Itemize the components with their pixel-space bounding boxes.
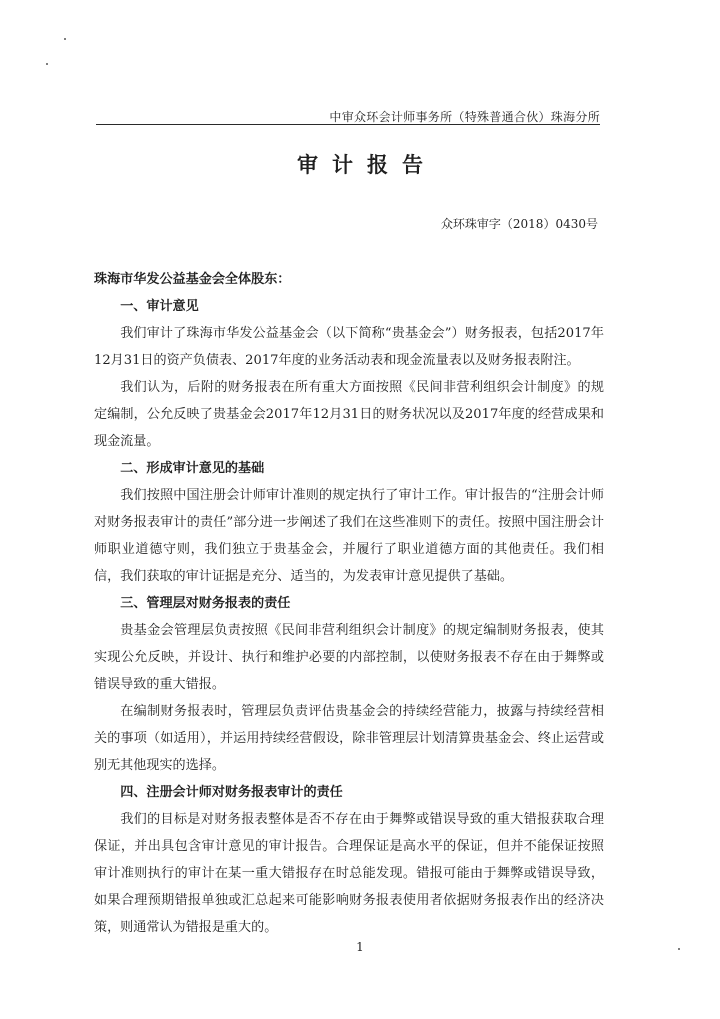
firm-header: 中审众环会计师事务所（特殊普通合伙）珠海分所 [329, 110, 600, 124]
paragraph: 贵基金会管理层负责按照《民间非营利组织会计制度》的规定编制财务报表，使其实现公允反映，并设计、执行和维护必要的内部控制，以使财务报表不存在由于舞弊或错误导致的重大错报。 [94, 623, 604, 692]
section-heading-audit-opinion: 一、审计意见 [120, 299, 199, 314]
document-number: 众环珠审字（2018）0430号 [440, 217, 598, 231]
paragraph: 我们认为，后附的财务报表在所有重大方面按照《民间非营利组织会计制度》的规定编制，公允反映了贵基金会2017年12月31日的财务状况以及2017年度的经营成果和现金流量。 [94, 380, 604, 449]
paragraph: 我们的目标是对财务报表整体是否不存在由于舞弊或错误导致的重大错报获取合理保证，并出具包含审计意见的审计报告。合理保证是高水平的保证，但并不能保证按照审计准则执行的审计在某一重大错报存在时总能发现。错报可能由于舞弊或错误导致，如果合理预期错报单独或汇总起来可能影响财务报表使用者依据财务报表作出的经济决策，则通常认为错报是重大的。 [94, 812, 604, 935]
section-heading-basis: 二、形成审计意见的基础 [120, 461, 265, 476]
paragraph: 我们审计了珠海市华发公益基金会（以下简称“贵基金会”）财务报表，包括2017年12月31日的资产负债表、2017年度的业务活动表和现金流量表以及财务报表附注。 [94, 326, 604, 368]
section-heading-auditor-responsibility: 四、注册会计师对财务报表审计的责任 [120, 785, 343, 800]
scan-speck [64, 38, 66, 40]
section-heading-management-responsibility: 三、管理层对财务报表的责任 [120, 596, 291, 611]
paragraph: 在编制财务报表时，管理层负责评估贵基金会的持续经营能力，披露与持续经营相关的事项（如适用），并运用持续经营假设，除非管理层计划清算贵基金会、终止运营或别无其他现实的选择。 [94, 704, 604, 773]
report-body [94, 266, 604, 941]
page-number: 1 [356, 940, 364, 954]
header-rule [96, 124, 600, 125]
report-title: 审计报告 [297, 152, 437, 177]
paragraph: 我们按照中国注册会计师审计准则的规定执行了审计工作。审计报告的“注册会计师对财务报表审计的责任”部分进一步阐述了我们在这些准则下的责任。按照中国注册会计师职业道德守则，我们独立于贵基金会，并履行了职业道德方面的其他责任。我们相信，我们获取的审计证据是充分、适当的，为发表审计意见提供了基础。 [94, 488, 604, 584]
scan-speck [46, 63, 48, 65]
addressee: 珠海市华发公益基金会全体股东： [94, 272, 291, 287]
